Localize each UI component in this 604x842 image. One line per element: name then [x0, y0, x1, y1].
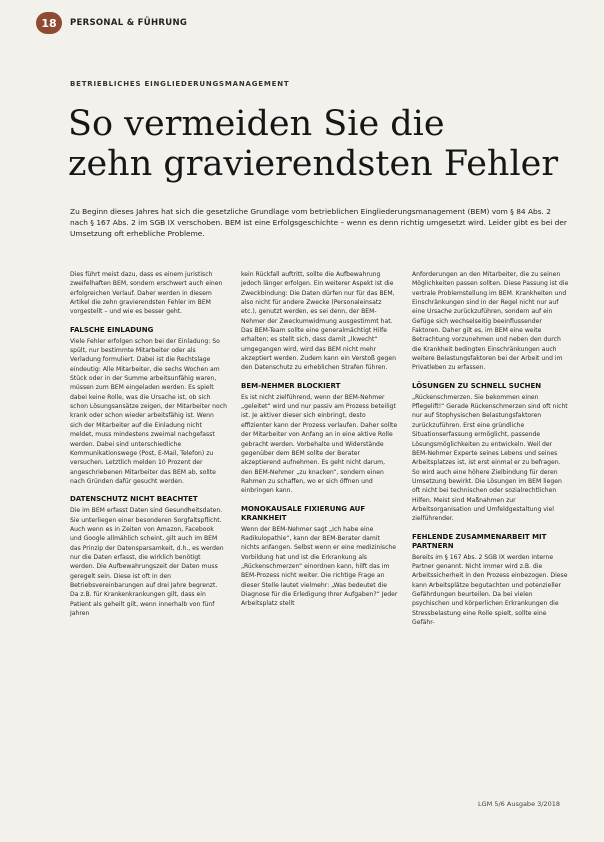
- col1-heading-1: FALSCHE EINLADUNG: [70, 325, 154, 334]
- col1-heading-2: DATENSCHUTZ NICHT BEACHTET: [70, 495, 198, 504]
- col3-paragraph-0: Anforderungen an den Mitarbeiter, die zu seinen Möglichkeiten passen sollten. Diese Passung ist die vertrale Problemstellung im BEM. Krankheiten und Einschränkungen sind in der Regel nicht nur auf eine Ursache zurückzuführen, sondern auf ein Gefüge sich wechselseitig beeinflussender Faktoren. Daher gilt es, im BEM eine weite Betrachtung vorzunehmen und neben den durch die Krankheit bedingten Einschränkungen auch weitere Belastungsfaktoren bei der Arbeit und im Privatleben zu erfassen.: [412, 271, 569, 372]
- col2-paragraph-1: Es ist nicht zielführend, wenn der BEM-Nehmer „geleitet“ wird und nur passiv am Prozess beteiligt ist. Je aktiver dieser sich einbringt, desto effizienter kann der Prozess verlaufen. Daher sollte der Mitarbeiter von Anfang an in eine aktive Rolle gebracht werden. Vorbehalte und Widerstände gegenüber dem BEM sollte der Berater akzeptierend aufnehmen. Es geht nicht darum, den BEM-Nehmer „zu knacken“, sondern einen Rahmen zu schaffen, wo er sich öffnen und einbringen kann.: [241, 393, 398, 495]
- col2-heading-1: BEM-NEHMER BLOCKIERT: [241, 381, 341, 390]
- article-lead: Zu Beginn dieses Jahres hat sich die gesetzliche Grundlage vom betrieblichen Eingliederungsmanagement (BEM) vom § 84 Abs. 2 nach § 167 Abs. 2 im SGB IX verschoben. BEM ist eine Erfolgsgeschichte – wenn es denn richtig umgesetzt wird. Leider gibt es bei der Umsetzung oft erhebliche Probleme.: [70, 207, 567, 238]
- col2-paragraph-2: Wenn der BEM-Nehmer sagt „Ich habe eine Radikulopathie“, kann der BEM-Berater damit nichts anfangen. Selbst wenn er eine medizinische Vorbildung hat und ist die Erkrankung als „Rückenschmerzen“ einordnen kann, hilft das im BEM-Prozess nicht weiter. Die richtige Frage an dieser Stelle lautet vielmehr: „Was bedeutet die Diagnose für die Erledigung Ihrer Aufgaben?“ Jeder Arbeitsplatz stellt: [241, 525, 398, 608]
- col2-heading-2: MONOKAUSALE FIXIERUNG AUF KRANKHEIT: [241, 504, 366, 522]
- col3-heading-1: LÖSUNGEN ZU SCHNELL SUCHEN: [412, 381, 542, 390]
- page-footer: LGM 5/6 Ausgabe 3/2018: [478, 800, 560, 808]
- col1-paragraph-1: Viele Fehler erfolgen schon bei der Einladung: So spült, nur bestimmte Mitarbeiter oder als Verladung formuliert. Dabei ist die Rechtslage eindeutig: Alle Mitarbeiter, die sechs Wochen am Stück oder in der Summe arbeitsunfähig waren, müssen zum BEM eingeladen werden. Es spielt dabei keine Rolle, was die Ursache ist, ob sich schon Lösungsansätze zeigen, der Mitarbeiter noch krank oder schon wieder arbeitsfähig ist. Wenn sich der Mitarbeiter auf die Einladung nicht meldet, muss mindestens zweimal nachgefasst werden. Dabei sind unterschiedliche Kommunikationswege (Post, E-Mail, Telefon) zu versuchen. Letztlich melden 10 Prozent der angeschriebenen Mitarbeiter das BEM ab, sollte nach Gründen dafür gesucht werden.: [70, 337, 227, 485]
- column-1: [70, 270, 227, 790]
- col1-paragraph-2: Die im BEM erfasst Daten sind Gesundheitsdaten. Sie unterliegen einer besonderen Sorgfaltspflicht. Auch wenn es in Zeiten von Amazon, Facebook und Google allmählich scheint, gilt auch im BEM das Prinzip der Datensparsamkeit, d.h., es werden nur die Daten erfasst, die wirklich benötigt werden. Die Aufbewahrungszeit der Daten muss geregelt sein. Diese ist oft in den Betriebsvereinbarungen auf drei Jahre begrenzt. Da z.B. für Krankenkrankungen gilt, dass ein Patient als geheilt gilt, wenn innerhalb von fünf Jahren: [70, 507, 224, 617]
- article-kicker: BETRIEBLICHES EINGLIEDERUNGSMANAGEMENT: [70, 80, 290, 88]
- col2-paragraph-0: kein Rückfall auftritt, sollte die Aufbewahrung jedoch länger erfolgen. Ein weiterer Aspekt ist die Zweckbindung: Die Daten dürfen nur für das BEM, also nicht für andere Zwecke (Personaleinsatz etc.), genutzt werden, es sei denn, der BEM-Nehmer der Zweckumwidmung ausgestimmt hat. Das BEM-Team sollte eine generalmächtigt Hilfe erhalten; es stellt sich, dass damit „lkwecht“ umgegangen wird, wird das BEM nicht mehr akzeptiert werden. Zudem kann ein Verstoß gegen den Datenschutz zu erheblichen Strafen führen.: [241, 271, 396, 372]
- page-number-badge: 18: [36, 12, 62, 34]
- article-body: [70, 270, 570, 790]
- column-3: [412, 270, 569, 790]
- column-2: [241, 270, 398, 790]
- headline-line-2: zehn gravierendsten Fehler: [68, 144, 559, 184]
- section-label: PERSONAL & FÜHRUNG: [70, 18, 188, 28]
- col3-paragraph-1: „Rückenschmerzen. Sie bekommen einen Pflegelift!“ Gerade Rückenschmerzen sind oft nicht nur auf Stophysischen Belastungsfaktoren zurückzuführen. Erst eine gründliche Situationserfassung ermöglicht, passende Lösungsmöglichkeiten zu entwickeln. Weil der BEM-Nehmer Experte seines Lebens und seines Arbeitsplatzes ist, ist erst einmal er zu befragen. So wird auch eine höhere Zielbindung für deren Umsetzung bewirkt. Die Lösungen im BEM liegen oft nicht bei technischen oder sozialrechtlichen Hilfen. Meist sind Maßnahmen zur Arbeitsorganisation und Umfeldgestaltung viel zielführender.: [412, 393, 568, 523]
- page-header: [36, 10, 187, 36]
- col1-intro: Dies führt meist dazu, dass es einem juristisch zweifelhaften BEM, sondern erschwert auch einen erfolgreichen Verlauf. Daher werden in diesem Artikel die zehn gravierendsten Fehler im BEM vorgestellt – und wie es besser geht.: [70, 271, 223, 316]
- col3-paragraph-2: Bereits im § 167 Abs. 2 SGB IX werden interne Partner genannt. Nicht immer wird z.B. die Arbeitssicherheit in den Prozess einbezogen. Diese kann Arbeitsplätze begutachten und potenzieller Gefährdungen beurteilen. Da bei vielen psychischen und körperlichen Erkrankungen die Stressbelastung eine Rolle spielt, sollte eine Gefähr-: [412, 553, 568, 626]
- col3-heading-2: FEHLENDE ZUSAMMENARBEIT MIT PARTNERN: [412, 532, 547, 550]
- headline-line-1: So vermeiden Sie die: [68, 104, 445, 144]
- article-headline: [68, 104, 568, 184]
